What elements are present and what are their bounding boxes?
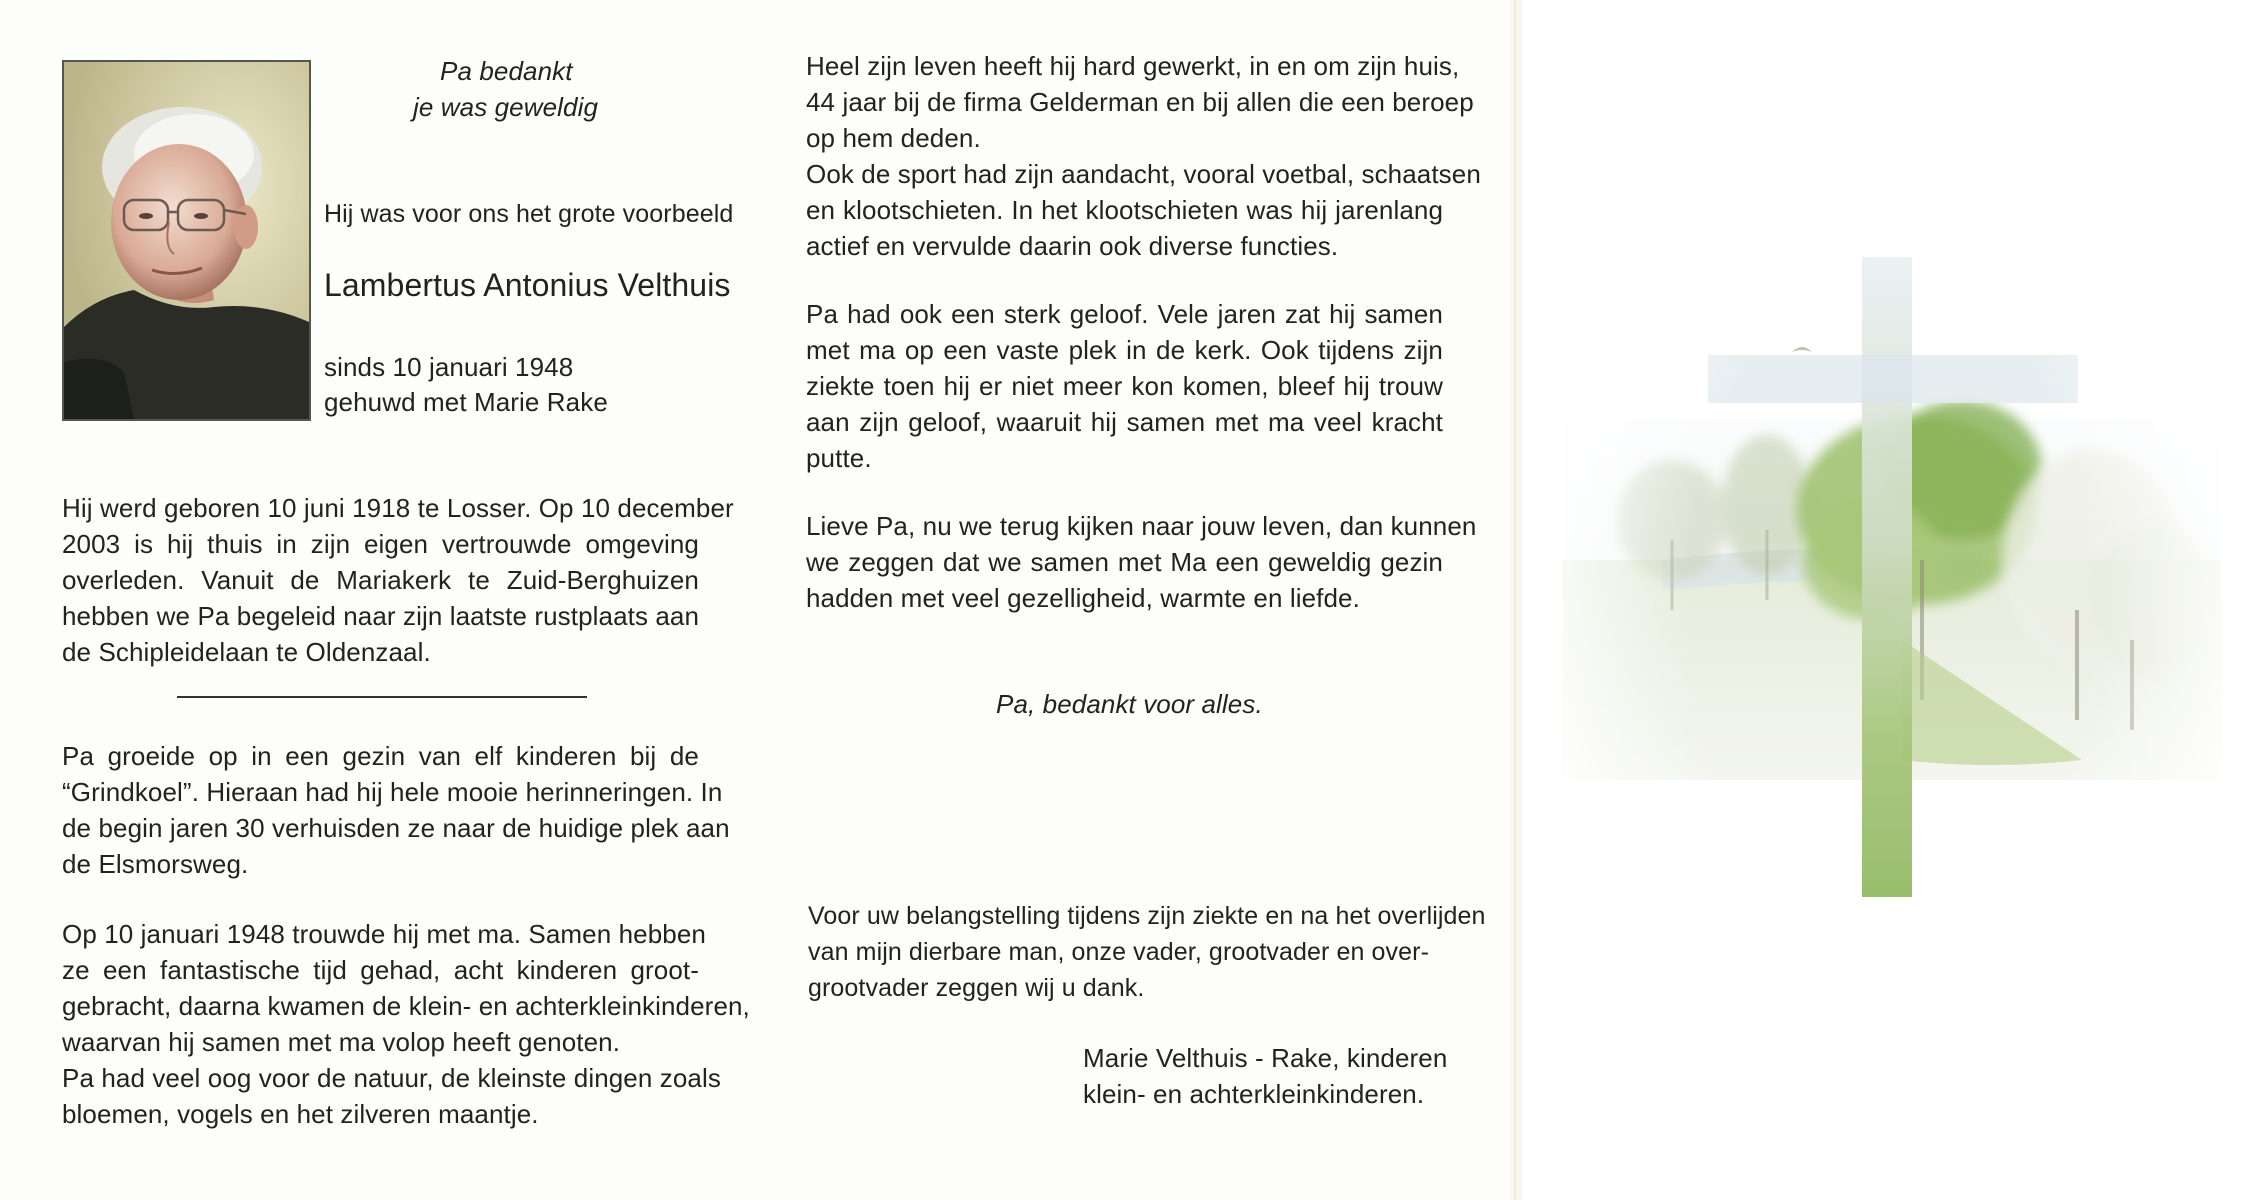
signature-line-1: Marie Velthuis - Rake, kinderen	[1083, 1043, 1448, 1073]
text-line: Pa had ook een sterk geloof. Vele jaren zat hij samen	[806, 299, 1443, 329]
biography-paragraph-family	[806, 508, 1477, 616]
text-line: en klootschieten. In het klootschieten was hij jarenlang	[806, 195, 1443, 225]
text-line: aan zijn geloof, waaruit hij samen met ma veel kracht	[806, 407, 1443, 437]
text-line: 2003 is hij thuis in zijn eigen vertrouwde omgeving	[62, 529, 699, 559]
text-line: van mijn dierbare man, onze vader, grootvader en over-	[808, 938, 1430, 966]
text-line: bloemen, vogels en het zilveren maantje.	[62, 1099, 539, 1129]
text-line: met ma op een vaste plek in de kerk. Ook tijdens zijn	[806, 335, 1443, 365]
text-line: Op 10 januari 1948 trouwde hij met ma. Samen hebben	[62, 919, 706, 949]
text-line: putte.	[806, 443, 872, 473]
text-line: actief en vervulde daarin ook diverse functies.	[806, 231, 1339, 261]
signature-line-2: klein- en achterkleinkinderen.	[1083, 1079, 1425, 1109]
verse-line-2: je was geweldig	[413, 92, 599, 122]
text-line: ziekte toen hij er niet meer kon komen, bleef hij trouw	[806, 371, 1443, 401]
biography-paragraph-work	[806, 48, 1481, 264]
text-line: Heel zijn leven heeft hij hard gewerkt, in en om zijn huis,	[806, 51, 1460, 81]
portrait-photo	[62, 60, 311, 421]
text-line: Pa had veel oog voor de natuur, de kleinste dingen zoals	[62, 1063, 721, 1093]
text-line: waarvan hij samen met ma volop heeft genoten.	[62, 1027, 621, 1057]
text-line: Lieve Pa, nu we terug kijken naar jouw leven, dan kunnen	[806, 511, 1477, 541]
biography-paragraph-marriage	[62, 916, 750, 1132]
text-line: overleden. Vanuit de Mariakerk te Zuid-Berghuizen	[62, 565, 699, 595]
text-line: ze een fantastische tijd gehad, acht kinderen groot-	[62, 955, 699, 985]
portrait-illustration	[64, 62, 309, 419]
text-line: Hij werd geboren 10 juni 1918 te Losser. Op 10 december	[62, 493, 734, 523]
horizontal-divider	[177, 696, 587, 698]
deceased-name: Lambertus Antonius Velthuis	[324, 267, 731, 303]
biography-paragraph-birth	[62, 490, 734, 670]
text-line: de Schipleidelaan te Oldenzaal.	[62, 637, 431, 667]
text-line: op hem deden.	[806, 123, 981, 153]
cross-landscape-illustration	[1522, 0, 2257, 1200]
married-line-2: gehuwd met Marie Rake	[324, 387, 608, 417]
text-line: Voor uw belangstelling tijdens zijn ziekte en na het overlijden	[808, 902, 1486, 930]
text-line: de begin jaren 30 verhuisden ze naar de huidige plek aan	[62, 813, 730, 843]
example-line: Hij was voor ons het grote voorbeeld	[324, 200, 734, 228]
verse-line-1: Pa bedankt	[440, 56, 573, 86]
text-line: Ook de sport had zijn aandacht, vooral voetbal, schaatsen	[806, 159, 1481, 189]
biography-paragraph-faith	[806, 296, 1443, 476]
biography-paragraph-childhood	[62, 738, 730, 882]
text-line: gebracht, daarna kwamen de klein- en achterkleinkinderen,	[62, 991, 750, 1021]
text-line: hebben we Pa begeleid naar zijn laatste rustplaats aan	[62, 601, 700, 631]
married-line-1: sinds 10 januari 1948	[324, 352, 574, 382]
text-line: grootvader zeggen wij u dank.	[808, 974, 1145, 1002]
card-cover-panel	[1522, 0, 2257, 1200]
text-line: de Elsmorsweg.	[62, 849, 249, 879]
fold-line	[1514, 0, 1516, 1200]
text-line: we zeggen dat we samen met Ma een geweldig gezin	[806, 547, 1443, 577]
text-line: Pa groeide op in een gezin van elf kinderen bij de	[62, 741, 699, 771]
acknowledgement-paragraph	[808, 898, 1486, 1006]
text-line: 44 jaar bij de firma Gelderman en bij allen die een beroep	[806, 87, 1474, 117]
text-line: hadden met veel gezelligheid, warmte en liefde.	[806, 583, 1360, 613]
text-line: “Grindkoel”. Hieraan had hij hele mooie herinneringen. In	[62, 777, 723, 807]
closing-thanks: Pa, bedankt voor alles.	[996, 689, 1263, 719]
